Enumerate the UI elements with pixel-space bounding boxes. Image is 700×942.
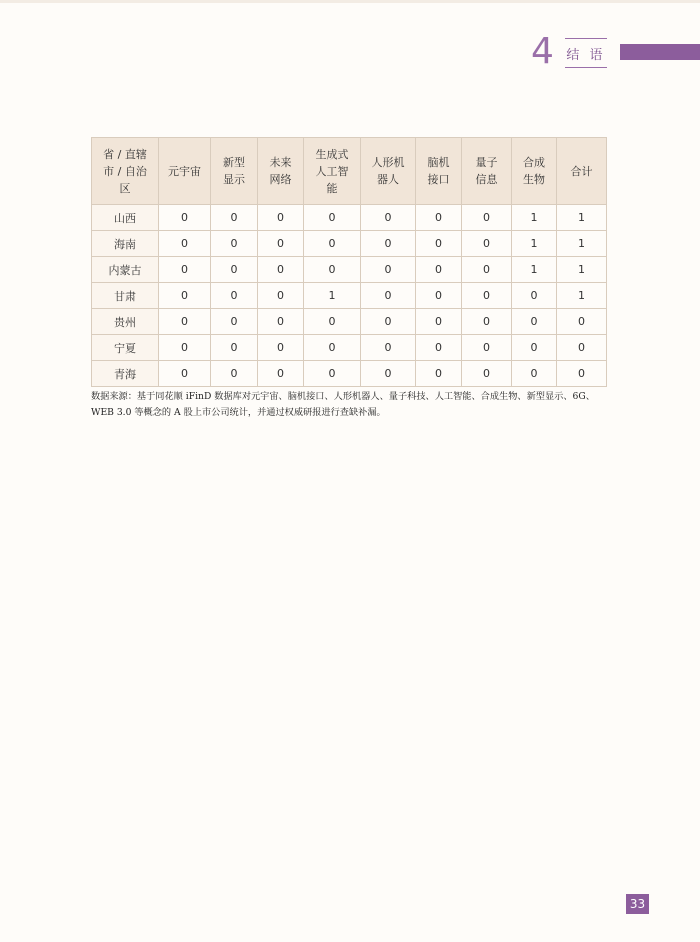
chapter-title: 结 语: [565, 38, 607, 68]
cell: 0: [462, 335, 512, 361]
top-rule: [0, 0, 700, 3]
cell: 0: [416, 335, 462, 361]
table-row: [92, 283, 607, 309]
cell: 0: [159, 309, 211, 335]
cell: 0: [159, 361, 211, 387]
cell: 0: [361, 283, 416, 309]
cell: 0: [416, 205, 462, 231]
cell: 0: [304, 231, 361, 257]
cell-total: 0: [557, 361, 607, 387]
chapter-number: 4: [531, 31, 554, 72]
cell: 0: [258, 257, 304, 283]
cell-province: 内蒙古: [92, 257, 159, 283]
cell: 0: [416, 257, 462, 283]
cell: 0: [258, 205, 304, 231]
header-province: 省 / 直辖 市 / 自治 区: [92, 138, 159, 205]
cell: 0: [416, 231, 462, 257]
cell: 0: [361, 335, 416, 361]
cell: 0: [258, 283, 304, 309]
cell: 0: [159, 205, 211, 231]
cell: 0: [304, 335, 361, 361]
cell: 0: [211, 335, 258, 361]
cell-total: 1: [557, 257, 607, 283]
cell: 0: [211, 231, 258, 257]
table-row: [92, 257, 607, 283]
cell-province: 山西: [92, 205, 159, 231]
cell-total: 1: [557, 231, 607, 257]
cell: 1: [304, 283, 361, 309]
cell: 0: [361, 309, 416, 335]
source-note: 数据来源：基于同花顺 iFinD 数据库对元宇宙、脑机接口、人形机器人、量子科技、人工智能、合成生物、新型显示、6G、WEB 3.0 等概念的 A 股上市公司统计，并通过权威研报进行查缺补漏。: [91, 391, 595, 418]
cell: 0: [304, 205, 361, 231]
cell: 0: [361, 257, 416, 283]
cell: 0: [159, 283, 211, 309]
header-brain-computer: 脑机 接口: [416, 138, 462, 205]
header-metaverse: 元宇宙: [159, 138, 211, 205]
header-synthetic-bio: 合成 生物: [512, 138, 557, 205]
header-humanoid-robot: 人形机 器人: [361, 138, 416, 205]
cell: 0: [462, 257, 512, 283]
cell-total: 1: [557, 283, 607, 309]
province-count-table: [91, 137, 607, 387]
cell: 0: [159, 231, 211, 257]
cell: 0: [416, 361, 462, 387]
header-future-network: 未来 网络: [258, 138, 304, 205]
cell: 0: [304, 257, 361, 283]
cell-province: 青海: [92, 361, 159, 387]
cell: 0: [159, 257, 211, 283]
cell: 0: [462, 309, 512, 335]
cell: 0: [211, 283, 258, 309]
cell: 0: [159, 335, 211, 361]
cell: 1: [512, 231, 557, 257]
cell: 0: [462, 283, 512, 309]
page-number: 33: [626, 894, 649, 914]
cell: 0: [462, 231, 512, 257]
cell: 0: [462, 361, 512, 387]
cell-province: 海南: [92, 231, 159, 257]
cell: 0: [304, 361, 361, 387]
cell: 0: [462, 205, 512, 231]
cell: 0: [416, 309, 462, 335]
table-row: [92, 335, 607, 361]
cell: 0: [258, 361, 304, 387]
cell: 0: [361, 205, 416, 231]
cell-province: 贵州: [92, 309, 159, 335]
cell: 0: [211, 257, 258, 283]
cell: 1: [512, 257, 557, 283]
table-row: [92, 231, 607, 257]
cell: 0: [361, 231, 416, 257]
cell: 0: [512, 309, 557, 335]
chapter-accent-bar: [620, 44, 700, 60]
cell: 0: [211, 205, 258, 231]
cell: 0: [258, 335, 304, 361]
cell-province: 宁夏: [92, 335, 159, 361]
header-quantum-info: 量子 信息: [462, 138, 512, 205]
table-row: [92, 361, 607, 387]
cell: 0: [304, 309, 361, 335]
table-row: [92, 309, 607, 335]
cell: 0: [361, 361, 416, 387]
table-header-row: [92, 138, 607, 205]
table-row: [92, 205, 607, 231]
header-new-display: 新型 显示: [211, 138, 258, 205]
cell: 0: [258, 309, 304, 335]
cell: 0: [211, 309, 258, 335]
header-generative-ai: 生成式 人工智 能: [304, 138, 361, 205]
cell: 0: [211, 361, 258, 387]
cell: 0: [512, 361, 557, 387]
cell: 1: [512, 205, 557, 231]
cell-total: 0: [557, 335, 607, 361]
cell: 0: [512, 335, 557, 361]
cell-total: 0: [557, 309, 607, 335]
cell-total: 1: [557, 205, 607, 231]
header-total: 合计: [557, 138, 607, 205]
cell: 0: [258, 231, 304, 257]
cell: 0: [416, 283, 462, 309]
cell-province: 甘肃: [92, 283, 159, 309]
cell: 0: [512, 283, 557, 309]
